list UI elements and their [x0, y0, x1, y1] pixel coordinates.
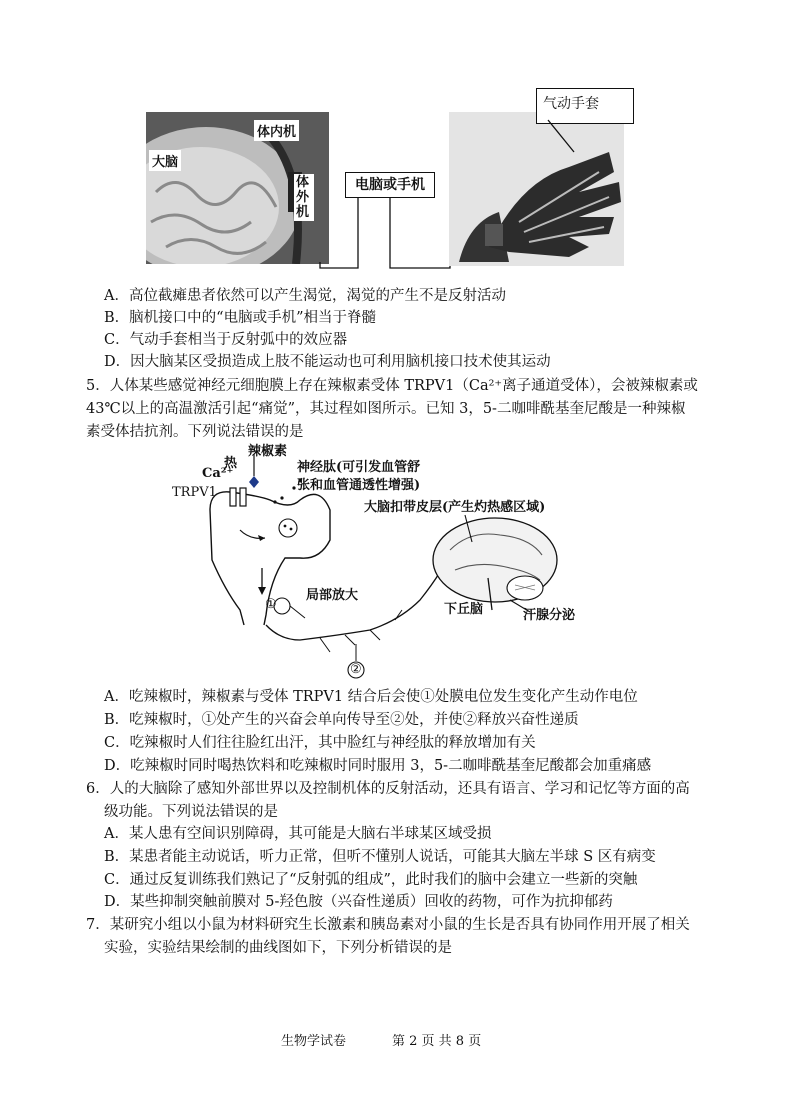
label-ca-ion: Ca²⁺ — [202, 466, 234, 481]
glove-label: 气动手套 — [543, 96, 599, 112]
q6-option-a: A．某人患有空间识别障碍，其可能是大脑右半球某区域受损 — [104, 826, 492, 842]
glove-pointer-arrow — [544, 118, 594, 158]
q5-stem-line-1: 5．人体某些感觉神经元细胞膜上存在辣椒素受体 TRPV1（Ca²⁺离子通道受体），会被辣椒素或 — [86, 378, 698, 394]
label-trpv1: TRPV1 — [172, 485, 217, 500]
q4-option-a: A．高位截瘫患者依然可以产生渴觉，渴觉的产生不是反射活动 — [104, 288, 506, 304]
q4-option-b: B．脑机接口中的“电脑或手机”相当于脊髓 — [104, 310, 376, 326]
q7-stem-line-2: 实验，实验结果绘制的曲线图如下，下列分析错误的是 — [104, 940, 452, 956]
label-neuropeptide-2: 张和血管通透性增强) — [297, 478, 421, 493]
q6-option-b: B．某患者能主动说话，听力正常，但听不懂别人说话，可能其大脑左半球 S 区有病变 — [104, 849, 656, 865]
label-external-unit: 体外机 — [294, 174, 314, 221]
q5-stem-line-2: 43℃以上的高温激活引起“痛觉”，其过程如图所示。已知 3，5-二咖啡酰基奎尼酸是一种辣椒 — [86, 401, 686, 417]
label-cingulate-cortex: 大脑扣带皮层(产生灼热感区域) — [364, 500, 546, 515]
marker-2: ② — [350, 662, 362, 677]
q6-stem-line-1: 6．人的大脑除了感知外部世界以及控制机体的反射活动，还具有语言、学习和记忆等方面的高 — [86, 781, 690, 797]
q6-option-d: D．某些抑制突触前膜对 5-羟色胺（兴奋性递质）回收的药物，可作为抗抑郁药 — [104, 894, 613, 910]
q5-option-a: A．吃辣椒时，辣椒素与受体 TRPV1 结合后会使①处膜电位发生变化产生动作电位 — [104, 689, 638, 705]
q4-option-c: C．气动手套相当于反射弧中的效应器 — [104, 332, 348, 348]
footer-subject: 生物学试卷 — [281, 1034, 347, 1049]
computer-label: 电脑或手机 — [355, 177, 425, 193]
pneumatic-glove-illustration — [449, 112, 624, 266]
q5-option-c: C．吃辣椒时人们往往脸红出汗，其中脸红与神经肽的释放增加有关 — [104, 735, 536, 751]
label-capsaicin: 辣椒素 — [248, 444, 288, 459]
label-hypothalamus: 下丘脑 — [444, 602, 484, 617]
q4-option-d: D．因大脑某区受损造成上肢不能运动也可利用脑机接口技术使其运动 — [104, 354, 551, 370]
label-neuropeptide-1: 神经肽(可引发血管舒 — [297, 460, 421, 475]
glove-photo — [449, 112, 624, 266]
q6-option-c: C．通过反复训练我们熟记了“反射弧的组成”，此时我们的脑中会建立一些新的突触 — [104, 872, 638, 888]
q5-option-d: D．吃辣椒时同时喝热饮料和吃辣椒时同时服用 3，5-二咖啡酰基奎尼酸都会加重痛感 — [104, 758, 652, 774]
q7-stem-line-1: 7．某研究小组以小鼠为材料研究生长激素和胰岛素对小鼠的生长是否具有协同作用开展了相关 — [86, 917, 690, 933]
label-heat: 热 — [224, 456, 238, 471]
label-sweat-secretion: 汗腺分泌 — [523, 608, 576, 623]
q5-option-b: B．吃辣椒时，①处产生的兴奋会单向传导至②处，并使②释放兴奋性递质 — [104, 712, 579, 728]
label-internal-unit: 体内机 — [254, 120, 299, 141]
q6-stem-line-2: 级功能。下列说法错误的是 — [104, 804, 278, 820]
label-brain: 大脑 — [149, 150, 181, 171]
label-local-zoom: 局部放大 — [306, 588, 359, 603]
q5-stem-line-3: 素受体拮抗剂。下列说法错误的是 — [86, 424, 304, 440]
footer-page-number: 第 2 页 共 8 页 — [392, 1034, 482, 1049]
marker-1: ① — [265, 597, 277, 612]
